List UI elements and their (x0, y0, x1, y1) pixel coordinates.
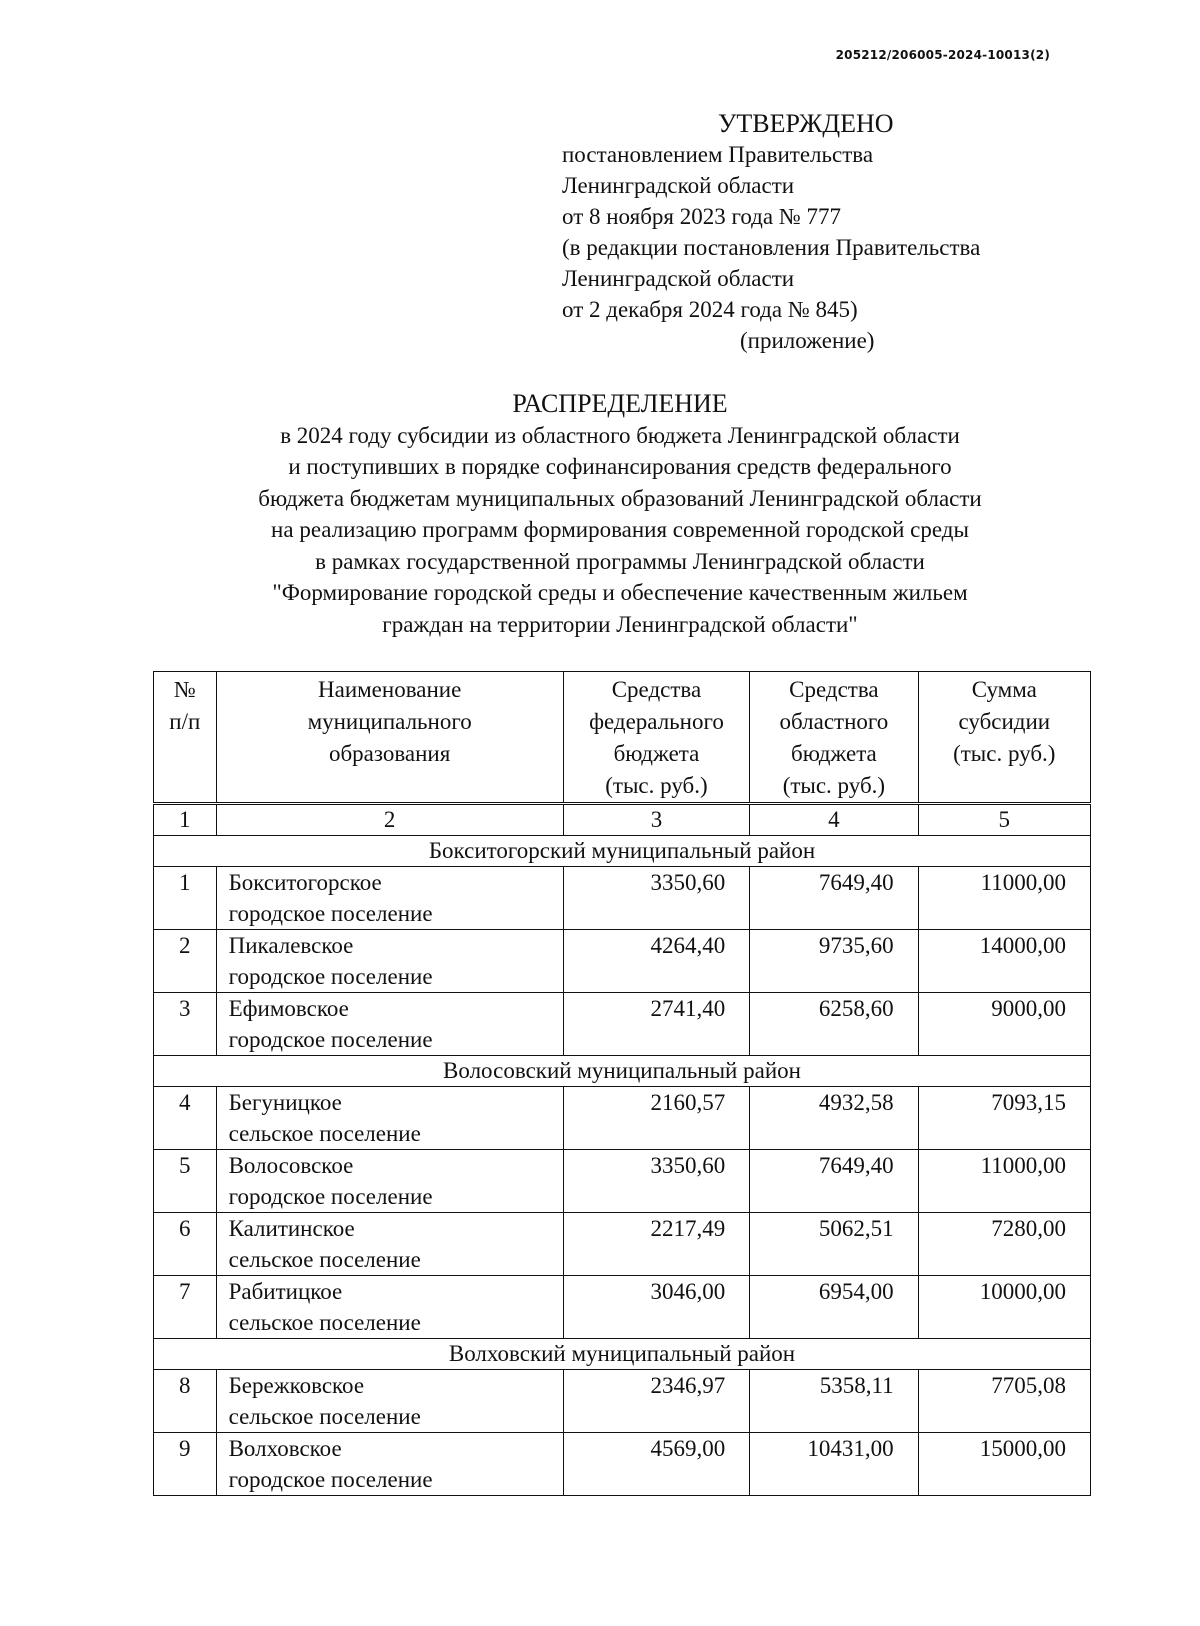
header-text: п/п (169, 709, 201, 734)
regional-value: 5062,51 (750, 1213, 918, 1276)
group-row (154, 1056, 1091, 1087)
row-number: 6 (154, 1213, 217, 1276)
row-name (216, 993, 563, 1056)
table-row (154, 867, 1091, 930)
row-number: 7 (154, 1276, 217, 1339)
approval-line: Ленинградской области (562, 173, 795, 198)
header-cell-total (918, 672, 1090, 804)
header-text: Средства (789, 677, 879, 702)
approval-line: от 2 декабря 2024 года № 845) (562, 297, 858, 322)
name-line: городское поселение (228, 1467, 433, 1492)
federal-value: 2217,49 (563, 1213, 749, 1276)
table-row (154, 1150, 1091, 1213)
regional-value: 7649,40 (750, 1150, 918, 1213)
row-name (216, 1276, 563, 1339)
subsidy-table (153, 671, 1091, 1496)
title-line: "Формирование городской среды и обеспечение качественным жильем (272, 580, 968, 605)
regional-value: 5358,11 (750, 1370, 918, 1433)
total-value: 15000,00 (918, 1433, 1090, 1496)
row-number: 1 (154, 867, 217, 930)
table-row (154, 1370, 1091, 1433)
name-line: сельское поселение (228, 1310, 421, 1335)
name-line: Калитинское (228, 1216, 355, 1241)
row-name (216, 867, 563, 930)
header-text: бюджета (791, 741, 877, 766)
table-row (154, 1433, 1091, 1496)
regional-value: 6954,00 (750, 1276, 918, 1339)
row-number: 5 (154, 1150, 217, 1213)
name-line: городское поселение (228, 1027, 433, 1052)
total-value: 11000,00 (918, 867, 1090, 930)
group-row (154, 836, 1091, 867)
approval-annex: (приложение) (740, 328, 875, 353)
approval-line: (в редакции постановления Правительства (562, 235, 981, 260)
federal-value: 2346,97 (563, 1370, 749, 1433)
approval-line: постановлением Правительства (562, 142, 874, 167)
federal-value: 3046,00 (563, 1276, 749, 1339)
table-row (154, 930, 1091, 993)
header-cell-regional (750, 672, 918, 804)
total-value: 11000,00 (918, 1150, 1090, 1213)
row-number: 4 (154, 1087, 217, 1150)
header-cell-number (154, 672, 217, 804)
table-row (154, 1087, 1091, 1150)
title-line: в 2024 году субсидии из областного бюджета Ленинградской области (280, 422, 960, 448)
title-heading: РАСПРЕДЕЛЕНИЕ (512, 389, 728, 418)
title-line: на реализацию программ формирования современной городской среды (271, 517, 969, 542)
header-text: субсидии (958, 709, 1051, 734)
regional-value: 4932,58 (750, 1087, 918, 1150)
row-number: 9 (154, 1433, 217, 1496)
header-text: образования (328, 741, 451, 766)
regional-value: 10431,00 (750, 1433, 918, 1496)
federal-value: 2741,40 (563, 993, 749, 1056)
column-number: 5 (918, 804, 1090, 836)
row-name (216, 1087, 563, 1150)
total-value: 7705,08 (918, 1370, 1090, 1433)
total-value: 9000,00 (918, 993, 1090, 1056)
document-title (130, 388, 1110, 640)
approval-line: Ленинградской области (562, 266, 795, 291)
header-text: областного (779, 709, 889, 734)
federal-value: 3350,60 (563, 1150, 749, 1213)
name-line: сельское поселение (228, 1404, 421, 1429)
name-line: городское поселение (228, 964, 433, 989)
title-line: в рамках государственной программы Ленинградской области (315, 548, 925, 574)
total-value: 14000,00 (918, 930, 1090, 993)
header-text: Наименование (318, 677, 462, 702)
name-line: Волховское (228, 1436, 342, 1461)
row-name (216, 930, 563, 993)
document-id: 205212/206005-2024-10013(2) (835, 48, 1050, 62)
name-line: городское поселение (228, 901, 433, 926)
column-number: 3 (563, 804, 749, 836)
row-name (216, 1150, 563, 1213)
name-line: городское поселение (228, 1184, 433, 1209)
approval-block (562, 108, 980, 356)
column-number: 2 (216, 804, 563, 836)
header-text: (тыс. руб.) (605, 773, 708, 798)
group-name: Волховский муниципальный район (154, 1339, 1091, 1370)
federal-value: 4569,00 (563, 1433, 749, 1496)
name-line: сельское поселение (228, 1247, 421, 1272)
row-name (216, 1213, 563, 1276)
regional-value: 6258,60 (750, 993, 918, 1056)
name-line: Бережковское (228, 1373, 365, 1398)
name-line: Пикалевское (228, 933, 354, 958)
column-number: 4 (750, 804, 918, 836)
federal-value: 2160,57 (563, 1087, 749, 1150)
name-line: Рабитицкое (228, 1279, 343, 1304)
regional-value: 9735,60 (750, 930, 918, 993)
group-row (154, 1339, 1091, 1370)
table-header-row (154, 672, 1091, 804)
header-text: Средства (611, 677, 702, 702)
name-line: Бокситогорское (228, 870, 382, 895)
name-line: Волосовское (228, 1153, 354, 1178)
row-name (216, 1433, 563, 1496)
header-text: (тыс. руб.) (782, 773, 886, 798)
column-number-row (154, 804, 1091, 836)
name-line: Ефимовское (228, 996, 349, 1021)
approval-line: от 8 ноября 2023 года № 777 (562, 204, 842, 229)
approval-heading: УТВЕРЖДЕНО (718, 109, 894, 138)
header-text: (тыс. руб.) (953, 741, 1056, 766)
header-text: Сумма (971, 677, 1037, 702)
table-row (154, 1213, 1091, 1276)
title-line: граждан на территории Ленинградской области" (382, 611, 858, 637)
title-line: бюджета бюджетам муниципальных образований Ленинградской области (258, 485, 982, 511)
header-text: федерального (589, 709, 724, 734)
header-text: муниципального (307, 709, 472, 734)
row-number: 8 (154, 1370, 217, 1433)
row-name (216, 1370, 563, 1433)
federal-value: 3350,60 (563, 867, 749, 930)
header-text: № (173, 677, 196, 702)
name-line: Бегуницкое (228, 1090, 342, 1115)
row-number: 2 (154, 930, 217, 993)
total-value: 7280,00 (918, 1213, 1090, 1276)
total-value: 10000,00 (918, 1276, 1090, 1339)
column-number: 1 (154, 804, 217, 836)
title-line: и поступивших в порядке софинансирования средств федерального (288, 454, 952, 479)
group-name: Волосовский муниципальный район (154, 1056, 1091, 1087)
regional-value: 7649,40 (750, 867, 918, 930)
total-value: 7093,15 (918, 1087, 1090, 1150)
header-cell-name (216, 672, 563, 804)
row-number: 3 (154, 993, 217, 1056)
table-row (154, 1276, 1091, 1339)
header-cell-federal (563, 672, 749, 804)
group-name: Бокситогорский муниципальный район (154, 836, 1091, 867)
name-line: сельское поселение (228, 1121, 421, 1146)
federal-value: 4264,40 (563, 930, 749, 993)
table-row (154, 993, 1091, 1056)
header-text: бюджета (613, 741, 700, 766)
